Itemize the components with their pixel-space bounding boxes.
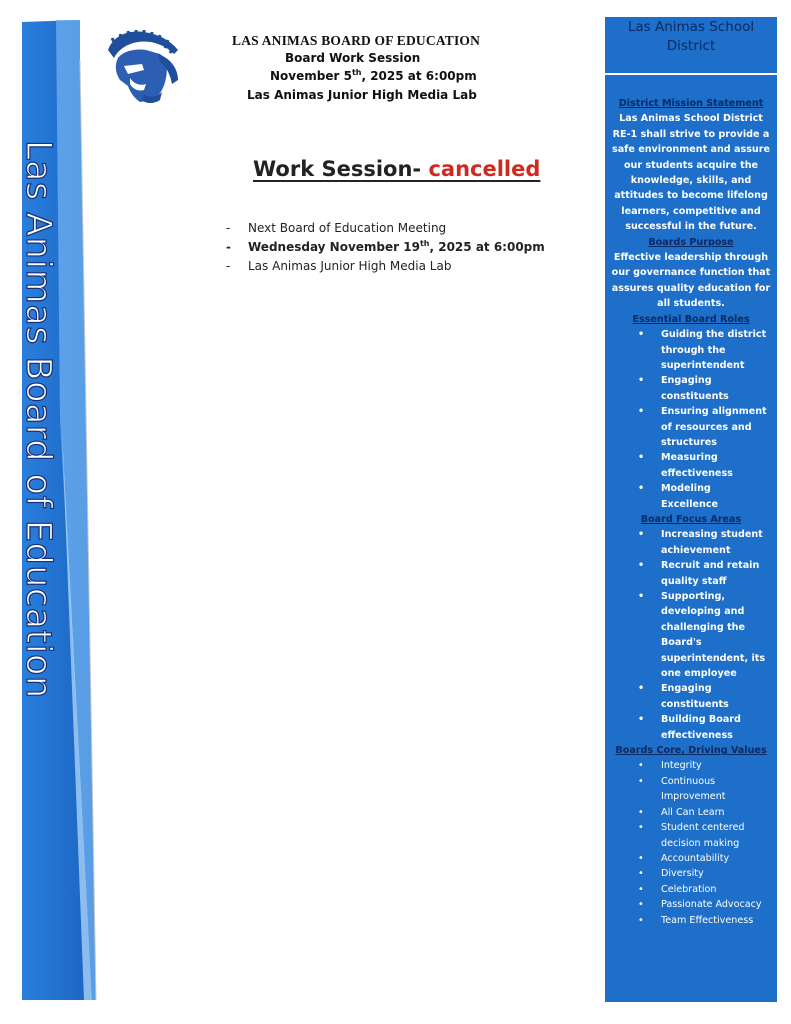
dash-bullet: - (226, 259, 231, 273)
session-date-time: , 2025 at 6:00pm (361, 69, 477, 83)
roles-title: Essential Board Roles (632, 313, 750, 325)
session-date (270, 68, 477, 83)
status-heading (253, 157, 540, 181)
dash-bullet: - (226, 240, 231, 254)
values-list (605, 758, 777, 927)
list-item: • Modeling Excellence (605, 481, 777, 512)
spartan-logo-icon (100, 28, 184, 106)
list-item: • Engaging constituents (605, 681, 777, 712)
session-date-main: November 5 (270, 69, 352, 83)
list-item: • Increasing student achievement (605, 527, 777, 558)
next-meeting-time: , 2025 at 6:00pm (429, 240, 545, 254)
next-meeting-date: Wednesday November 19 (248, 240, 420, 254)
next-meeting-location: Las Animas Junior High Media Lab (248, 259, 452, 273)
focus-title: Board Focus Areas (640, 513, 742, 525)
notes-list (226, 219, 545, 276)
list-item (226, 238, 545, 257)
list-item: • Accountability (605, 851, 777, 866)
next-meeting-date-sup: th (419, 239, 430, 248)
list-item: • Continuous Improvement (605, 774, 777, 805)
sidebar-header: Las Animas School District (605, 17, 777, 75)
list-item: • Ensuring alignment of resources and structures (605, 404, 777, 450)
next-meeting-label: Next Board of Education Meeting (248, 221, 447, 235)
purpose-title: Boards Purpose (648, 236, 734, 248)
list-item: • Guiding the district through the superintendent (605, 327, 777, 373)
session-location: Las Animas Junior High Media Lab (247, 88, 477, 102)
status-cancelled: cancelled (428, 157, 541, 181)
list-item: • Building Board effectiveness (605, 712, 777, 743)
list-item: • Integrity (605, 758, 777, 773)
session-type: Board Work Session (285, 51, 421, 65)
list-item: • Measuring effectiveness (605, 450, 777, 481)
sidebar (605, 17, 777, 1002)
list-item: • Student centered decision making (605, 820, 777, 851)
left-banner (0, 0, 100, 1000)
dash-bullet: - (226, 221, 231, 235)
sidebar-body (605, 96, 777, 928)
list-item (226, 219, 545, 238)
mission-title: District Mission Statement (618, 98, 764, 109)
list-item: • Celebration (605, 882, 777, 897)
list-item: • Passionate Advocacy (605, 897, 777, 912)
session-date-sup: th (351, 68, 362, 77)
list-item: • Engaging constituents (605, 373, 777, 404)
list-item: • Supporting, developing and challenging the Board's superintendent, its one employee (605, 589, 777, 681)
list-item: • Team Effectiveness (605, 913, 777, 928)
list-item: • All Can Learn (605, 805, 777, 820)
values-title: Boards Core, Driving Values (615, 745, 767, 757)
roles-list (605, 327, 777, 512)
mission-text: Las Animas School District RE-1 shall strive to provide a safe environment and assure our students acquire the knowledge, skills, and attitudes to become lifelong learners, competitive and successful in the future. (612, 113, 770, 233)
purpose-text: Effective leadership through our governance function that assures quality education for all students. (611, 252, 771, 310)
board-title: LAS ANIMAS BOARD OF EDUCATION (232, 33, 481, 48)
status-prefix: Work Session- (253, 157, 429, 181)
banner-text: Las Animas Board of Education (18, 140, 58, 699)
list-item: • Diversity (605, 866, 777, 881)
focus-list (605, 527, 777, 743)
list-item (226, 257, 545, 276)
list-item: • Recruit and retain quality staff (605, 558, 777, 589)
